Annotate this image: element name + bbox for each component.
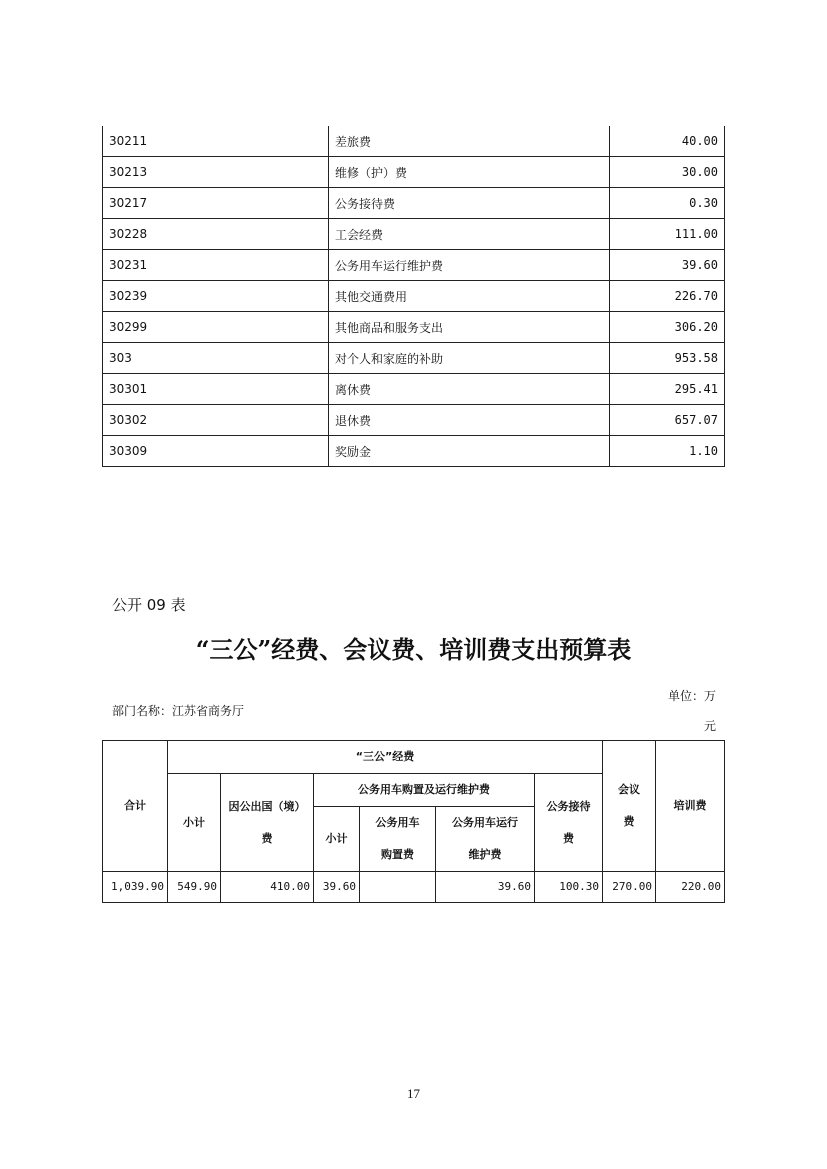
budget-table xyxy=(102,740,725,903)
row-name: 公务用车运行维护费 xyxy=(329,250,610,281)
row-code: 30213 xyxy=(103,157,329,188)
row-name: 奖励金 xyxy=(329,436,610,467)
table-row xyxy=(103,157,725,188)
row-amount: 953.58 xyxy=(610,343,725,374)
unit-label-line1: 单位：万 xyxy=(668,689,717,703)
row-name: 其他交通费用 xyxy=(329,281,610,312)
value-reception: 100.30 xyxy=(535,872,603,903)
value-subtotal: 549.90 xyxy=(168,872,221,903)
row-amount: 1.10 xyxy=(610,436,725,467)
value-vehicle-operation: 39.60 xyxy=(436,872,535,903)
expense-detail-table xyxy=(102,126,725,467)
row-code: 30217 xyxy=(103,188,329,219)
header-subtotal: 小计 xyxy=(168,774,221,872)
expense-detail-body xyxy=(103,126,725,467)
value-training: 220.00 xyxy=(656,872,725,903)
row-name: 工会经费 xyxy=(329,219,610,250)
row-amount: 306.20 xyxy=(610,312,725,343)
value-abroad: 410.00 xyxy=(221,872,314,903)
header-vehicle: 公务用车购置及运行维护费 xyxy=(314,774,535,807)
value-vehicle-purchase xyxy=(360,872,436,903)
header-meeting-line1: 会议 xyxy=(618,783,641,796)
page-number: 17 xyxy=(407,1086,420,1101)
row-name: 公务接待费 xyxy=(329,188,610,219)
page-title: “三公”经费、会议费、培训费支出预算表 xyxy=(195,635,632,664)
table-row xyxy=(103,250,725,281)
row-amount: 30.00 xyxy=(610,157,725,188)
row-code: 30299 xyxy=(103,312,329,343)
row-amount: 657.07 xyxy=(610,405,725,436)
header-abroad-line2: 费 xyxy=(261,831,273,845)
value-total: 1,039.90 xyxy=(103,872,168,903)
unit-label-line2: 元 xyxy=(704,719,717,733)
row-code: 30239 xyxy=(103,281,329,312)
header-meeting xyxy=(603,741,656,872)
table-row xyxy=(103,343,725,374)
header-vehicle-operation-line2: 维护费 xyxy=(468,848,502,861)
header-vehicle-subtotal: 小计 xyxy=(314,807,360,872)
row-name: 对个人和家庭的补助 xyxy=(329,343,610,374)
table-row xyxy=(103,374,725,405)
row-code: 303 xyxy=(103,343,329,374)
value-meeting: 270.00 xyxy=(603,872,656,903)
table-row xyxy=(103,312,725,343)
header-reception-line2: 费 xyxy=(563,831,575,845)
row-code: 30309 xyxy=(103,436,329,467)
header-vehicle-operation xyxy=(436,807,535,872)
header-total: 合计 xyxy=(103,741,168,872)
department-name: 部门名称：江苏省商务厅 xyxy=(112,704,245,718)
header-vehicle-purchase-line2: 购置费 xyxy=(381,848,414,861)
row-amount: 40.00 xyxy=(610,126,725,157)
row-amount: 295.41 xyxy=(610,374,725,405)
table-row xyxy=(103,436,725,467)
row-code: 30302 xyxy=(103,405,329,436)
header-vehicle-purchase xyxy=(360,807,436,872)
table-row xyxy=(103,405,725,436)
budget-values-row xyxy=(103,872,725,903)
header-vehicle-purchase-line1: 公务用车 xyxy=(375,816,420,829)
row-name: 退休费 xyxy=(329,405,610,436)
header-training: 培训费 xyxy=(656,741,725,872)
header-sangong: “三公”经费 xyxy=(168,741,603,774)
row-code: 30301 xyxy=(103,374,329,405)
row-amount: 111.00 xyxy=(610,219,725,250)
header-reception xyxy=(535,774,603,872)
row-amount: 226.70 xyxy=(610,281,725,312)
header-abroad-line1: 因公出国（境） xyxy=(228,799,306,813)
value-vehicle-subtotal: 39.60 xyxy=(314,872,360,903)
table-row xyxy=(103,126,725,157)
table-row xyxy=(103,281,725,312)
table-row xyxy=(103,188,725,219)
row-amount: 0.30 xyxy=(610,188,725,219)
header-vehicle-operation-line1: 公务用车运行 xyxy=(452,816,518,829)
row-name: 离休费 xyxy=(329,374,610,405)
header-reception-line1: 公务接待 xyxy=(546,799,591,813)
table-row xyxy=(103,219,725,250)
header-abroad xyxy=(221,774,314,872)
table-number-label: 公开 09 表 xyxy=(112,596,186,614)
row-amount: 39.60 xyxy=(610,250,725,281)
header-meeting-line2: 费 xyxy=(623,815,635,828)
row-name: 维修（护）费 xyxy=(329,157,610,188)
row-code: 30228 xyxy=(103,219,329,250)
row-code: 30231 xyxy=(103,250,329,281)
row-name: 差旅费 xyxy=(329,126,610,157)
row-code: 30211 xyxy=(103,126,329,157)
row-name: 其他商品和服务支出 xyxy=(329,312,610,343)
